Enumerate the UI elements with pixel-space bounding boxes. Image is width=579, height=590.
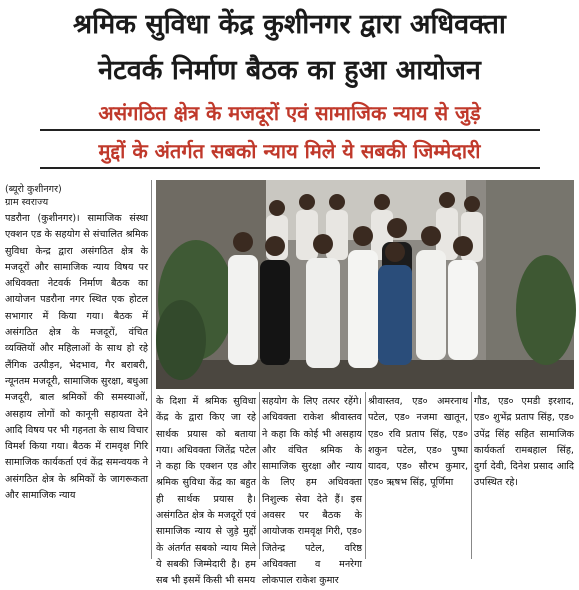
- article-left-column: [5, 183, 148, 559]
- meeting-group-photo: [156, 180, 574, 389]
- headline-line-1: श्रमिक सुविधा केंद्र कुशीनगर द्वारा अधिवक्ता: [73, 9, 506, 40]
- headline-line-2: नेटवर्क निर्माण बैठक का हुआ आयोजन: [98, 55, 481, 86]
- article-text-col-3: श्रीवास्तव, एड० अमरनाथ पटेल, एड० नजमा खातून, एड० रवि प्रताप सिंह, एड० शकुन पटेल, एड० पुष्पा यादव, एड० सौरभ कुमार, एड० ऋषभ सिंह, पूर्णिमा: [368, 396, 468, 489]
- column-divider: [471, 392, 472, 559]
- subheadline-underline-2: [40, 167, 540, 169]
- subheadline-line-2: मुद्दों के अंतर्गत सबको न्याय मिले ये सबकी जिम्मेदारी: [98, 139, 481, 163]
- article-text-col-1: के दिशा में श्रमिक सुविधा केंद्र के द्वारा किए जा रहे सार्थक प्रयास को बताया गया। अधिवक्ता जितेंद्र पटेल ने कहा कि एक्शन एड और श्रमिक सुविधा केंद्र का बहुत ही सार्थक प्रयास है। असंगठित क्षेत्र के मजदूरों एवं सामाजिक न्याय से जुड़े मुद्दों के अंतर्गत सबको न्याय मिले ये सबकी जिम्मेदारी है। हम सब भी इसमें किसी भी समय: [156, 396, 256, 587]
- column-divider: [151, 180, 152, 559]
- article-text-left: पडरौना (कुशीनगर)। सामाजिक संस्था एक्शन एड के सहयोग से संचालित श्रमिक सुविधा केन्द्र द्वारा असंगठित क्षेत्र के मजदूरों और सामाजिक न्याय विषय पर अधिवक्ता नेटवर्क निर्माण बैठक का आयोजन पडरौना नगर स्थित एक होटल सभागार में किया गया। बैठक में असंगठित क्षेत्र के मजदूरों, वंचित व्यक्तियों और महिलाओं के साथ हो रहे लैंगिक उत्पीड़न, भेदभाव, गैर बराबरी, न्यूनतम मजदूरी, सामाजिक सुरक्षा, बधुआ मजदूरी, बाल श्रमिकों की समस्याओं, असहाय लोगों को कानूनी सहायता देने आदि विषय पर भी गहनता के साथ विचार विमर्श किया गया। बैठक में रामवृक्ष गिरि सामाजिक कार्यकर्ता एवं केंद्र समन्वयक ने असंगठित क्षेत्र के श्रमिकों के जागरूकता और सामाजिक न्याय: [5, 213, 148, 502]
- article-text-col-2: सहयोग के लिए तत्पर रहेंगे। अधिवक्ता राकेश श्रीवास्तव ने कहा कि कोई भी असहाय और वंचित श्रमिक के सामाजिक सुरक्षा और न्याय के लिए हम अधिवक्ता निशुल्क सेवा देते हैं। इस अवसर पर बैठक के आयोजक रामवृक्ष गिरी, एड० जितेन्द्र पटेल, वरिष्ठ अधिवक्ता व मनरेगा लोकपाल राकेश कुमार: [262, 396, 362, 587]
- byline-bureau: (ब्यूरो कुशीनगर): [5, 184, 62, 195]
- column-divider: [365, 392, 366, 559]
- article-text-col-4: गौड, एड० एमडी इरशाद, एड० शुभेंद्र प्रताप सिंह, एड० उपेंद्र सिंह सहित सामाजिक कार्यकर्ता रामबहाल सिंह, दुर्गा देवी, दिनेश प्रसाद आदि उपस्थित रहे।: [474, 396, 574, 489]
- byline-source: ग्राम स्वराज्य: [5, 197, 49, 208]
- column-divider: [259, 392, 260, 559]
- subheadline-underline-1: [40, 129, 540, 131]
- subheadline-line-1: असंगठित क्षेत्र के मजदूरों एवं सामाजिक न्याय से जुड़े: [98, 101, 481, 125]
